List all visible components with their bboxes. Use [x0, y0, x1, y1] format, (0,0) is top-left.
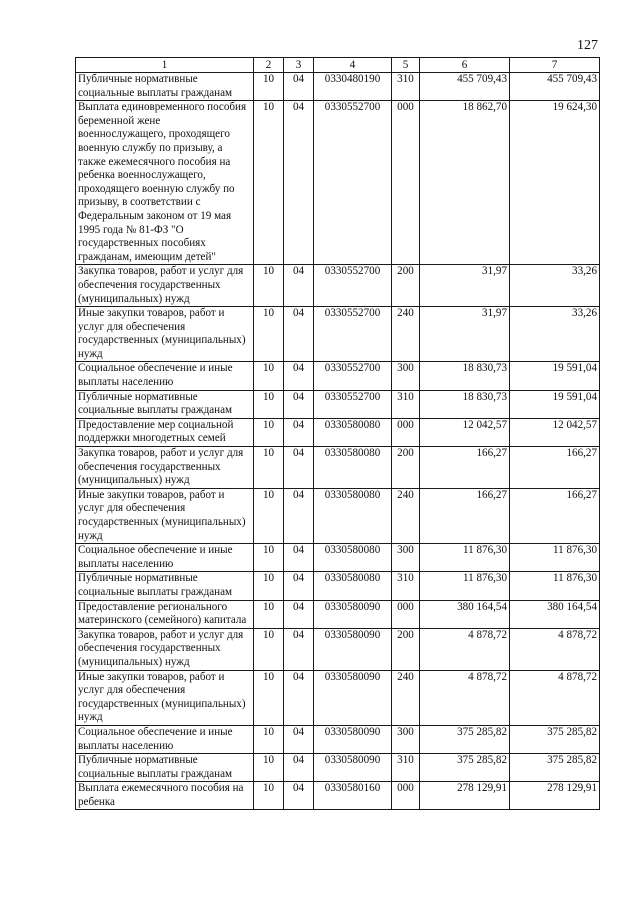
row-amount-col7: 4 878,72	[510, 670, 600, 725]
table-row	[76, 600, 600, 628]
row-subsection-code: 04	[284, 544, 314, 572]
table-header	[76, 58, 600, 73]
row-description: Иные закупки товаров, работ и услуг для обеспечения государственных (муниципальных) нужд	[76, 488, 254, 543]
row-target-article-code: 0330552700	[314, 390, 392, 418]
budget-table	[75, 57, 600, 810]
row-amount-col7: 12 042,57	[510, 418, 600, 446]
row-amount-col6: 31,97	[420, 307, 510, 362]
row-amount-col7: 19 624,30	[510, 101, 600, 265]
row-amount-col7: 19 591,04	[510, 390, 600, 418]
row-target-article-code: 0330580080	[314, 447, 392, 489]
row-section-code: 10	[254, 628, 284, 670]
table-body	[76, 73, 600, 810]
row-amount-col6: 11 876,30	[420, 544, 510, 572]
row-amount-col7: 19 591,04	[510, 362, 600, 390]
row-amount-col6: 18 830,73	[420, 390, 510, 418]
row-description: Закупка товаров, работ и услуг для обеспечения государственных (муниципальных) нужд	[76, 628, 254, 670]
row-expense-type-code: 300	[392, 725, 420, 753]
table-row	[76, 488, 600, 543]
table-row	[76, 73, 600, 101]
row-description: Предоставление регионального материнского (семейного) капитала	[76, 600, 254, 628]
row-target-article-code: 0330552700	[314, 307, 392, 362]
row-subsection-code: 04	[284, 307, 314, 362]
row-expense-type-code: 240	[392, 488, 420, 543]
row-description: Закупка товаров, работ и услуг для обеспечения государственных (муниципальных) нужд	[76, 265, 254, 307]
table-row	[76, 101, 600, 265]
row-description: Иные закупки товаров, работ и услуг для обеспечения государственных (муниципальных) нужд	[76, 307, 254, 362]
row-section-code: 10	[254, 670, 284, 725]
row-description: Иные закупки товаров, работ и услуг для обеспечения государственных (муниципальных) нужд	[76, 670, 254, 725]
row-amount-col6: 18 830,73	[420, 362, 510, 390]
row-expense-type-code: 200	[392, 628, 420, 670]
row-subsection-code: 04	[284, 754, 314, 782]
row-amount-col7: 375 285,82	[510, 754, 600, 782]
row-description: Закупка товаров, работ и услуг для обеспечения государственных (муниципальных) нужд	[76, 447, 254, 489]
row-section-code: 10	[254, 488, 284, 543]
row-target-article-code: 0330480190	[314, 73, 392, 101]
row-subsection-code: 04	[284, 782, 314, 810]
header-col-1: 1	[76, 58, 254, 73]
row-section-code: 10	[254, 73, 284, 101]
row-section-code: 10	[254, 572, 284, 600]
row-expense-type-code: 300	[392, 544, 420, 572]
table-row	[76, 418, 600, 446]
table-row	[76, 628, 600, 670]
row-amount-col6: 31,97	[420, 265, 510, 307]
row-expense-type-code: 000	[392, 782, 420, 810]
row-subsection-code: 04	[284, 265, 314, 307]
row-subsection-code: 04	[284, 362, 314, 390]
row-expense-type-code: 200	[392, 265, 420, 307]
header-col-4: 4	[314, 58, 392, 73]
row-section-code: 10	[254, 101, 284, 265]
row-section-code: 10	[254, 418, 284, 446]
row-section-code: 10	[254, 265, 284, 307]
row-amount-col6: 12 042,57	[420, 418, 510, 446]
table-row	[76, 362, 600, 390]
row-description: Социальное обеспечение и иные выплаты населению	[76, 544, 254, 572]
header-col-7: 7	[510, 58, 600, 73]
row-target-article-code: 0330580080	[314, 488, 392, 543]
row-expense-type-code: 310	[392, 73, 420, 101]
row-amount-col6: 375 285,82	[420, 725, 510, 753]
row-target-article-code: 0330552700	[314, 101, 392, 265]
row-amount-col7: 33,26	[510, 265, 600, 307]
row-expense-type-code: 200	[392, 447, 420, 489]
row-amount-col6: 4 878,72	[420, 628, 510, 670]
row-amount-col6: 455 709,43	[420, 73, 510, 101]
page-number: 127	[577, 38, 598, 53]
row-target-article-code: 0330552700	[314, 265, 392, 307]
row-description: Предоставление мер социальной поддержки многодетных семей	[76, 418, 254, 446]
row-description: Публичные нормативные социальные выплаты гражданам	[76, 73, 254, 101]
row-target-article-code: 0330580090	[314, 628, 392, 670]
row-amount-col7: 166,27	[510, 447, 600, 489]
row-amount-col7: 166,27	[510, 488, 600, 543]
row-section-code: 10	[254, 725, 284, 753]
row-description: Публичные нормативные социальные выплаты гражданам	[76, 754, 254, 782]
row-target-article-code: 0330580090	[314, 670, 392, 725]
row-amount-col6: 18 862,70	[420, 101, 510, 265]
row-amount-col7: 11 876,30	[510, 544, 600, 572]
row-subsection-code: 04	[284, 447, 314, 489]
row-target-article-code: 0330552700	[314, 362, 392, 390]
header-col-2: 2	[254, 58, 284, 73]
row-section-code: 10	[254, 447, 284, 489]
row-section-code: 10	[254, 544, 284, 572]
row-subsection-code: 04	[284, 101, 314, 265]
table-row	[76, 307, 600, 362]
row-subsection-code: 04	[284, 572, 314, 600]
row-target-article-code: 0330580080	[314, 544, 392, 572]
row-amount-col6: 11 876,30	[420, 572, 510, 600]
row-expense-type-code: 310	[392, 390, 420, 418]
table-row	[76, 782, 600, 810]
row-amount-col6: 278 129,91	[420, 782, 510, 810]
header-row	[76, 58, 600, 73]
row-amount-col6: 166,27	[420, 447, 510, 489]
table-row	[76, 447, 600, 489]
row-amount-col7: 278 129,91	[510, 782, 600, 810]
row-subsection-code: 04	[284, 73, 314, 101]
row-amount-col7: 455 709,43	[510, 73, 600, 101]
row-subsection-code: 04	[284, 725, 314, 753]
row-target-article-code: 0330580080	[314, 572, 392, 600]
row-expense-type-code: 300	[392, 362, 420, 390]
row-amount-col7: 11 876,30	[510, 572, 600, 600]
row-amount-col6: 166,27	[420, 488, 510, 543]
row-subsection-code: 04	[284, 600, 314, 628]
row-target-article-code: 0330580090	[314, 754, 392, 782]
row-target-article-code: 0330580160	[314, 782, 392, 810]
table-row	[76, 670, 600, 725]
table-row	[76, 265, 600, 307]
row-target-article-code: 0330580090	[314, 725, 392, 753]
table-row	[76, 390, 600, 418]
table-row	[76, 754, 600, 782]
row-expense-type-code: 310	[392, 754, 420, 782]
header-col-5: 5	[392, 58, 420, 73]
table-row	[76, 544, 600, 572]
row-subsection-code: 04	[284, 390, 314, 418]
row-description: Выплата ежемесячного пособия на ребенка	[76, 782, 254, 810]
row-target-article-code: 0330580090	[314, 600, 392, 628]
row-section-code: 10	[254, 600, 284, 628]
header-col-3: 3	[284, 58, 314, 73]
row-amount-col7: 380 164,54	[510, 600, 600, 628]
row-section-code: 10	[254, 307, 284, 362]
row-section-code: 10	[254, 754, 284, 782]
row-section-code: 10	[254, 362, 284, 390]
row-description: Выплата единовременного пособия беременной жене военнослужащего, проходящего военную службу по призыву, а также ежемесячного пособия на ребенка военнослужащего, проходящего военную службу по призыву, в соответствии с Федеральным законом от 19 мая 1995 года № 81-ФЗ "О государственных пособиях гражданам, имеющим детей"	[76, 101, 254, 265]
row-amount-col6: 380 164,54	[420, 600, 510, 628]
row-expense-type-code: 000	[392, 418, 420, 446]
row-expense-type-code: 240	[392, 670, 420, 725]
row-amount-col7: 375 285,82	[510, 725, 600, 753]
table-row	[76, 725, 600, 753]
row-expense-type-code: 000	[392, 101, 420, 265]
row-target-article-code: 0330580080	[314, 418, 392, 446]
row-amount-col7: 4 878,72	[510, 628, 600, 670]
row-expense-type-code: 240	[392, 307, 420, 362]
row-amount-col6: 4 878,72	[420, 670, 510, 725]
row-description: Публичные нормативные социальные выплаты гражданам	[76, 572, 254, 600]
row-subsection-code: 04	[284, 488, 314, 543]
row-subsection-code: 04	[284, 670, 314, 725]
row-amount-col6: 375 285,82	[420, 754, 510, 782]
row-expense-type-code: 310	[392, 572, 420, 600]
row-amount-col7: 33,26	[510, 307, 600, 362]
row-description: Социальное обеспечение и иные выплаты населению	[76, 725, 254, 753]
row-expense-type-code: 000	[392, 600, 420, 628]
row-description: Социальное обеспечение и иные выплаты населению	[76, 362, 254, 390]
row-section-code: 10	[254, 390, 284, 418]
row-description: Публичные нормативные социальные выплаты гражданам	[76, 390, 254, 418]
row-subsection-code: 04	[284, 628, 314, 670]
row-subsection-code: 04	[284, 418, 314, 446]
table-row	[76, 572, 600, 600]
row-section-code: 10	[254, 782, 284, 810]
header-col-6: 6	[420, 58, 510, 73]
